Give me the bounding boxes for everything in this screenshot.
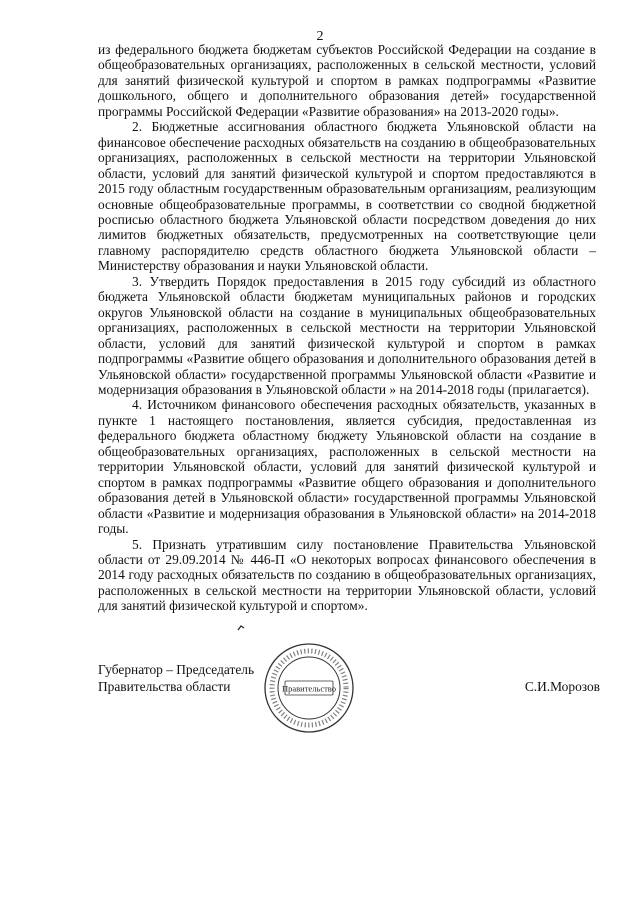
- page-number: 2: [316, 29, 324, 44]
- paragraph-5: 5. Признать утратившим силу постановление Правительства Ульяновской области от 29.09.2014 № 446-П «О некоторых вопросах финансового обеспечения в 2014 году расходных обязательств по созданию в общеобразовательных организациях, расположенных в сельской местности на территории Ульяновской области, условий для занятий физической культурой и спортом».: [98, 536, 596, 614]
- signatory-name: С.И.Морозов: [524, 679, 600, 694]
- pen-mark-icon: [237, 624, 245, 632]
- paragraph-continuation: из федерального бюджета бюджетам субъектов Российской Федерации на создание в общеобразовательных организациях, расположенных в сельской местности, условий для занятий физической культурой и спортом в рамках подпрограммы «Развитие дошкольного, общего и дополнительного образования детей» государственной программы Российской Федерации «Развитие образования» на 2013-2020 годы».: [98, 42, 596, 119]
- official-seal-stamp: [263, 642, 355, 734]
- paragraph-2: 2. Бюджетные ассигнования областного бюджета Ульяновской области на финансовое обеспечение расходных обязательств на созданию в общеобразовательных организациях, расположенных в сельской местности на территории Ульяновской области, условий для занятий физической культурой и спортом предоставляются в 2015 году областным государственным образовательным организациям, реализующим основные общеобразовательные программы, в соответствии со сводной бюджетной росписью областного бюджета Ульяновской области посредством доведения до них лимитов бюджетных обязательств, предусмотренных на соответствующие цели главному распорядителю средств областного бюджета Ульяновской области – Министерству образования и науки Ульяновской области.: [98, 119, 596, 274]
- signature-title-line-1: Губернатор – Председатель: [98, 662, 255, 677]
- paragraph-4: 4. Источником финансового обеспечения расходных обязательств, указанных в пункте 1 настоящего постановления, является субсидия, предоставленная из федерального бюджета областному бюджету Ульяновской области на создание в общеобразовательных организациях, расположенных в сельской местности на территории Ульяновской области, условий для занятий физической культурой и спортом в рамках подпрограммы «Развитие общего образования и дополнительного образования детей в Ульяновской области» государственной программы Ульяновской области «Развитие и модернизация образования в Ульяновской области» на 2014-2018 годы.: [98, 397, 596, 537]
- paragraph-3: 3. Утвердить Порядок предоставления в 2015 году субсидий из областного бюджета Ульяновской области бюджетам муниципальных районов и городских округов Ульяновской области на создание в муниципальных общеобразовательных организациях, расположенных в сельской местности на территории Ульяновской области, условий для занятий физической культурой и спортом в рамках подпрограммы «Развитие общего образования и дополнительного образования детей в Ульяновской области» государственной программы Ульяновской области «Развитие и модернизация образования в Ульяновской области » на 2014-2018 годы (прилагается).: [98, 273, 596, 397]
- document-body: [98, 42, 596, 614]
- signature-title-line-2: Правительства области: [98, 679, 231, 694]
- svg-text:Правительство: Правительство: [281, 683, 337, 694]
